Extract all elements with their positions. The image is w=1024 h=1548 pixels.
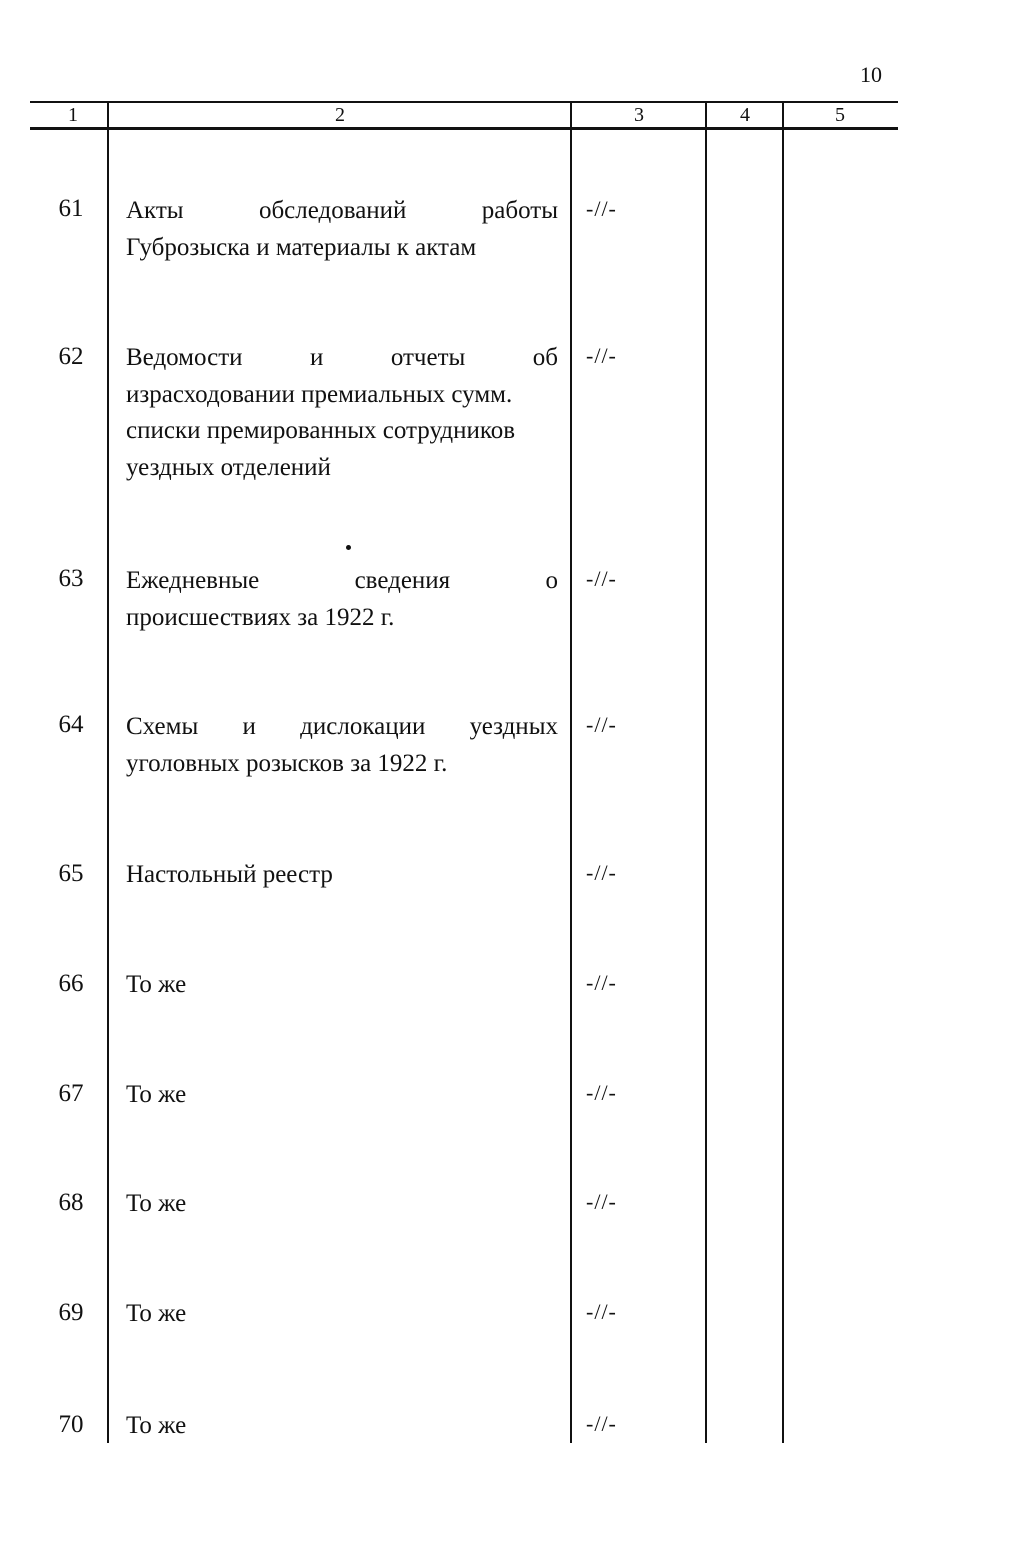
row-number: 61 (58, 195, 84, 222)
column-header-1: 1 (68, 104, 78, 126)
row-col3-ditto: -//- (586, 1411, 617, 1436)
description-line: списки премированных сотрудников (126, 417, 516, 444)
column-divider-1 (107, 101, 109, 1443)
row-number: 67 (58, 1080, 84, 1107)
row-col3-ditto: -//- (586, 970, 617, 995)
page-number: 10 (860, 62, 882, 87)
row-col3-ditto: -//- (586, 1080, 617, 1105)
description-line: уездных отделений (126, 453, 331, 481)
row-number: 65 (58, 860, 84, 887)
row-col3-ditto: -//- (586, 1189, 617, 1214)
description-line: израсходовании премиальных сумм. (126, 380, 513, 408)
row-number: 62 (58, 343, 84, 370)
column-divider-4 (782, 101, 784, 1443)
table-top-rule (30, 101, 898, 103)
description-line: То же (126, 971, 187, 998)
row-description (126, 563, 558, 636)
row-description (126, 709, 558, 782)
row-number: 69 (58, 1299, 84, 1326)
description-line: происшествиях за 1922 г. (126, 603, 395, 631)
row-col3-ditto: -//- (586, 860, 617, 885)
column-header-5: 5 (835, 104, 845, 126)
description-line: То же (126, 1081, 187, 1108)
description-line: Губрозыска и материалы к актам (126, 233, 477, 261)
description-line: Схемы и дислокации уездных (126, 713, 558, 740)
row-description (126, 340, 558, 486)
description-line: уголовных розысков за 1922 г. (126, 749, 448, 777)
row-number: 70 (58, 1411, 84, 1438)
description-line: Настольный реестр (126, 861, 333, 888)
row-description (126, 193, 558, 266)
stray-dot (346, 545, 351, 550)
row-number: 68 (58, 1189, 84, 1216)
row-col3-ditto: -//- (586, 196, 617, 221)
description-line: Ведомости и отчеты об (126, 344, 558, 371)
row-description (126, 1296, 558, 1333)
row-col3-ditto: -//- (586, 343, 617, 368)
row-description (126, 1186, 558, 1223)
row-col3-ditto: -//- (586, 712, 617, 737)
description-line: То же (126, 1190, 187, 1217)
description-line: То же (126, 1300, 187, 1327)
column-divider-2 (570, 101, 572, 1443)
description-line: То же (126, 1412, 187, 1439)
column-header-3: 3 (634, 104, 644, 126)
description-line: Акты обследований работы (126, 197, 558, 224)
table-header-rule (30, 127, 898, 130)
column-header-4: 4 (740, 104, 750, 126)
row-description (126, 1077, 558, 1114)
row-description (126, 967, 558, 1004)
row-description (126, 1408, 558, 1445)
row-number: 63 (58, 565, 84, 592)
description-line: Ежедневные сведения о (126, 567, 558, 594)
row-number: 66 (58, 970, 84, 997)
column-divider-3 (705, 101, 707, 1443)
row-col3-ditto: -//- (586, 566, 617, 591)
row-col3-ditto: -//- (586, 1299, 617, 1324)
row-description (126, 857, 558, 894)
column-header-2: 2 (335, 104, 345, 126)
row-number: 64 (58, 711, 84, 738)
